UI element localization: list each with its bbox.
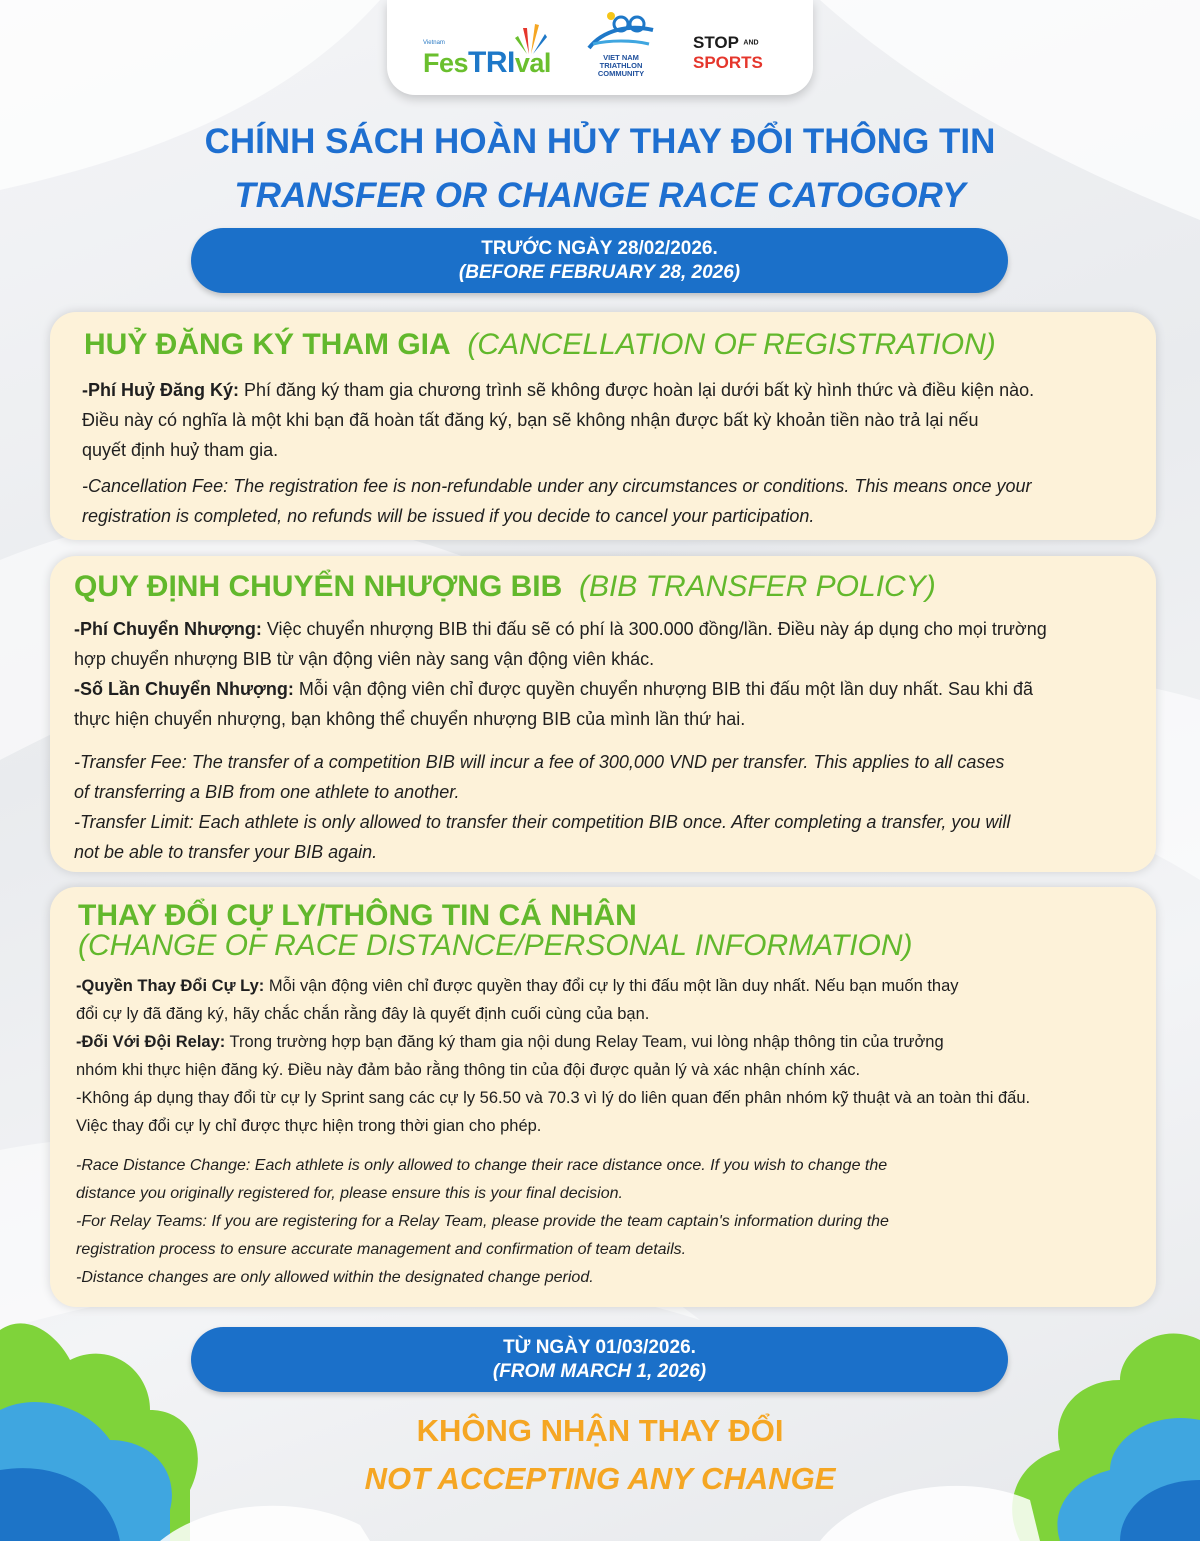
before-date-vn: TRƯỚC NGÀY 28/02/2026. [481,238,718,259]
cancellation-card [50,312,1156,540]
vntc-text: VIET NAM TRIATHLON COMMUNITY [597,53,645,78]
title-english: TRANSFER OR CHANGE RACE CATOGORY [234,176,966,215]
before-date-en: (BEFORE FEBRUARY 28, 2026) [458,262,741,283]
festrival-logo [423,20,553,79]
change-info-title: THAY ĐỔI CỰ LY/THÔNG TIN CÁ NHÂN (CHANGE OF RACE DISTANCE/PERSONAL INFORMATION) [78,899,913,962]
festrival-wordmark: FesTRIval [423,46,551,79]
final-notice-en: NOT ACCEPTING ANY CHANGE [364,1461,836,1496]
triathlete-icon [583,10,659,54]
stop-and-sports-logo: STOP AND SPORTS [693,33,763,72]
title-vietnamese: CHÍNH SÁCH HOÀN HỦY THAY ĐỔI THÔNG TIN [204,122,996,161]
change-info-card [50,887,1156,1307]
cancellation-vn-text: -Phí Huỷ Đăng Ký: Phí đăng ký tham gia chương trình sẽ không được hoàn lại dưới bất kỳ hình thức và điều kiện nào. Điều này có nghĩa là một khi bạn đã hoàn tất đăng ký, bạn sẽ không nhận được bất kỳ khoản tiền nào trả lại nếu quyết định huỷ tham gia. [82,380,1035,460]
cancellation-en-text: -Cancellation Fee: The registration fee is non-refundable under any circumstances or conditions. This means once your registration is completed, no refunds will be issued if you decide to cancel your participation. [82,476,1032,526]
bib-transfer-title: QUY ĐỊNH CHUYỂN NHƯỢNG BIB (BIB TRANSFER POLICY) [74,570,936,603]
vietnam-triathlon-community-logo [583,10,659,86]
from-date-en: (FROM MARCH 1, 2026) [492,1361,707,1382]
cancellation-title: HUỶ ĐĂNG KÝ THAM GIA (CANCELLATION OF REGISTRATION) [84,328,996,361]
festrival-small-text: Vietnam [423,40,445,46]
change-info-en-text: -Race Distance Change: Each athlete is only allowed to change their race distance once. If you wish to change the distance you originally registered for, please ensure this is your final decision. -For Relay Teams: If you are registering for a Relay Team, please provide the team captain's information during the registration process to ensure accurate management and confirmation of team details. -Distance changes are only allowed within the designated change period. [76,1157,889,1286]
bib-transfer-vn-text: -Phí Chuyển Nhượng: Việc chuyển nhượng BIB thi đấu sẽ có phí là 300.000 đồng/lần. Điều này áp dụng cho mọi trường hợp chuyển nhượng BIB từ vận động viên này sang vận động viên khác. -Số Lần Chuyển Nhượng: Mỗi vận động viên chỉ được quyền chuyển nhượng BIB thi đấu một lần duy nhất. Sau khi đã thực hiện chuyển nhượng, bạn không thể chuyển nhượng BIB của mình lần thứ hai. [74,619,1047,729]
before-date-banner [191,228,1008,293]
logo-bar [387,0,813,95]
bib-transfer-card [50,556,1156,872]
final-notice-vn: KHÔNG NHẬN THAY ĐỔI [416,1413,784,1448]
change-info-vn-text: -Quyền Thay Đổi Cự Ly: Mỗi vận động viên chỉ được quyền thay đổi cự ly thi đấu một lần duy nhất. Nếu bạn muốn thay đổi cự ly đã đăng ký, hãy chắc chắn rằng đây là quyết định cuối cùng của bạn. -Đối Với Đội Relay: Trong trường hợp bạn đăng ký tham gia nội dung Relay Team, vui lòng nhập thông tin của trưởng nhóm khi thực hiện đăng ký. Điều này đảm bảo rằng thông tin của đội được quản lý và xác nhận chính xác. -Không áp dụng thay đổi từ cự ly Sprint sang các cự ly 56.50 và 70.3 vì lý do liên quan đến phân nhóm kỹ thuật và an toàn thi đấu. Việc thay đổi cự ly chỉ được thực hiện trong thời gian cho phép. [76,977,1031,1135]
from-date-banner [191,1327,1008,1392]
from-date-vn: TỪ NGÀY 01/03/2026. [503,1337,696,1358]
bib-transfer-en-text: -Transfer Fee: The transfer of a competition BIB will incur a fee of 300,000 VND per transfer. This applies to all cases of transferring a BIB from one athlete to another. -Transfer Limit: Each athlete is only allowed to transfer their competition BIB once. After completing a transfer, you will not be able to transfer your BIB again. [74,752,1011,862]
